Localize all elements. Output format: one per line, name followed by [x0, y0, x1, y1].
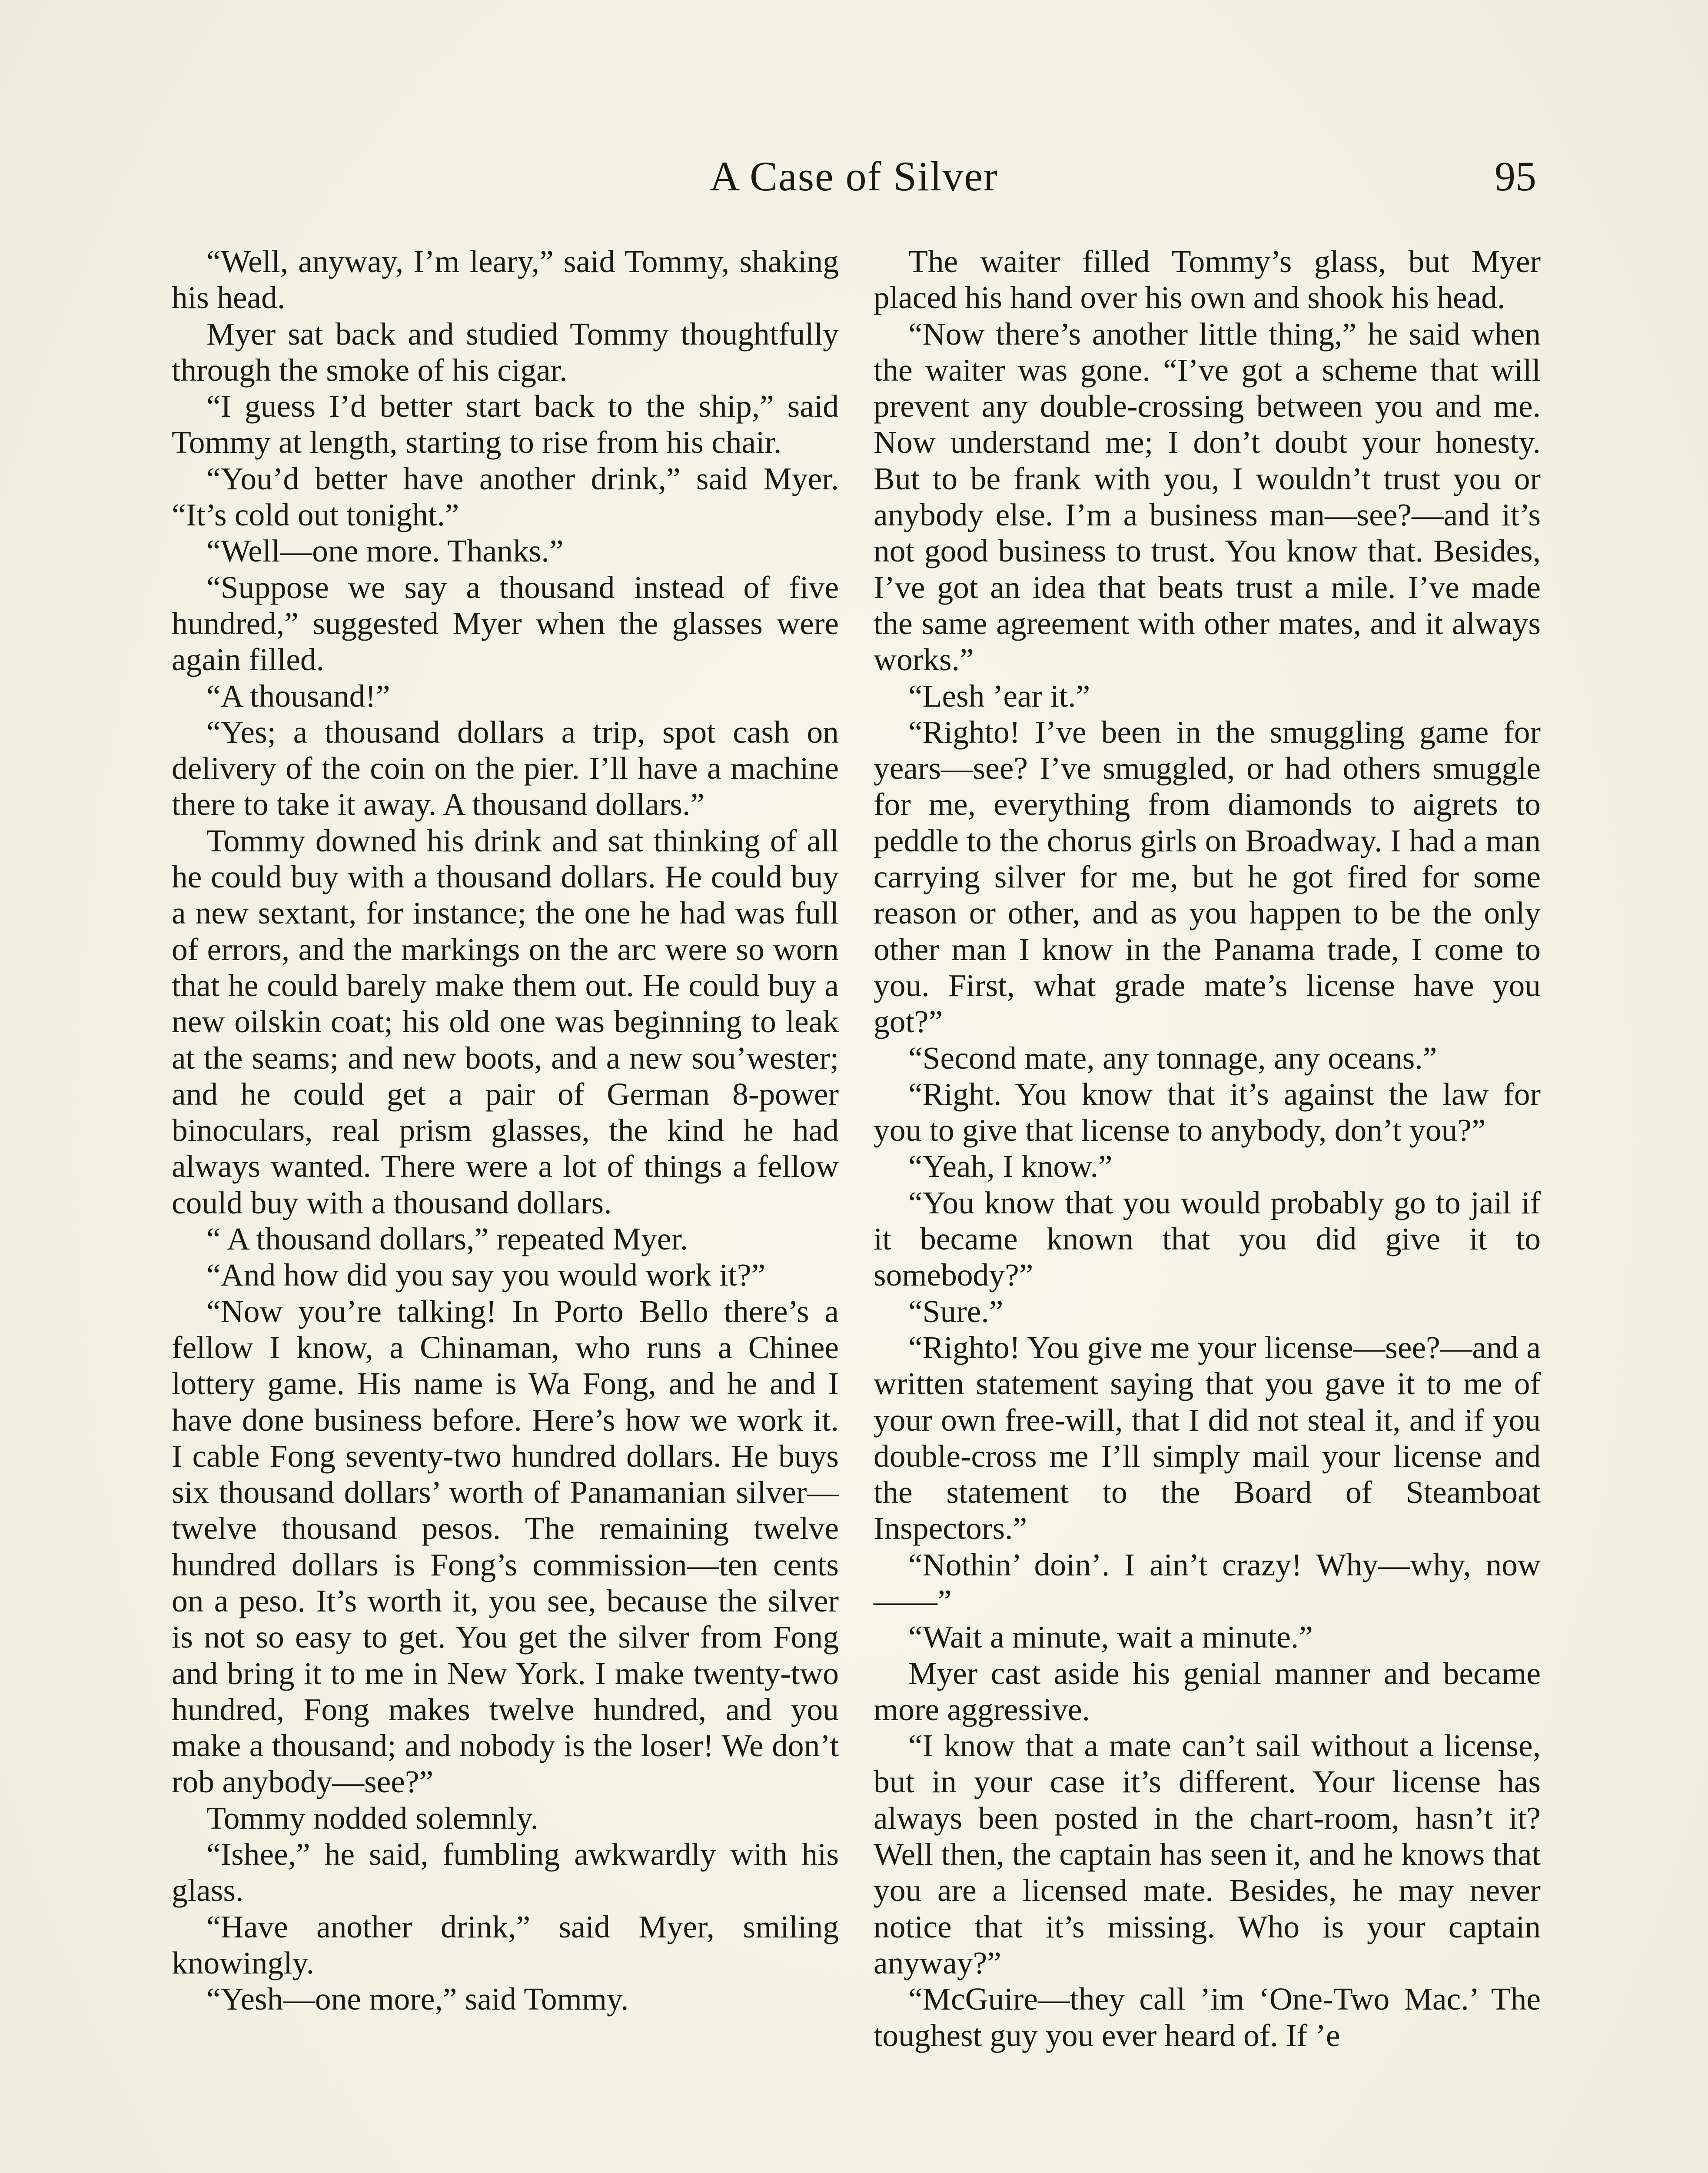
paragraph: Tommy nodded solemnly.: [206, 1800, 538, 1836]
paragraph: “Well, anyway, I’m leary,” said Tommy, shaking his head.: [172, 244, 839, 316]
paragraph: “And how did you say you would work it?”: [206, 1257, 766, 1293]
paragraph: “Lesh ’ear it.”: [908, 678, 1090, 714]
paragraph: The waiter filled Tommy’s glass, but Myer placed his hand over his own and shook his head.: [874, 244, 1541, 316]
paragraph: “A thousand!”: [206, 678, 390, 714]
running-head: [172, 143, 1536, 209]
paragraph: “Well—one more. Thanks.”: [206, 533, 564, 569]
paragraph: “McGuire—they call ’im ‘One-Two Mac.’ The toughest guy you ever heard of. If ’e: [874, 1981, 1541, 2053]
paragraph: “Yeah, I know.”: [908, 1149, 1113, 1184]
paragraph: “Nothin’ doin’. I ain’t crazy! Why—why, now——”: [874, 1547, 1541, 1618]
paragraph: “Second mate, any tonnage, any oceans.”: [908, 1040, 1437, 1076]
paragraph: “You know that you would probably go to jail if it became known that you did give it to somebody?”: [874, 1185, 1541, 1293]
paragraph: “Now you’re talking! In Porto Bello there’s a fellow I know, a Chinaman, who runs a Chinee lottery game. His name is Wa Fong, and he and I have done business before. Here’s how we work it. I cable Fong seventy-two hundred dollars. He buys six thousand dollars’ worth of Panamanian silver—twelve thousand pesos. The remaining twelve hundred dollars is Fong’s commission—ten cents on a peso. It’s worth it, you see, because the silver is not so easy to get. You get the silver from Fong and bring it to me in New York. I make twenty-two hundred, Fong makes twelve hundred, and you make a thousand; and nobody is the loser! We don’t rob anybody—see?”: [172, 1293, 839, 1800]
paragraph: Tommy downed his drink and sat thinking of all he could buy with a thousand dollars. He could buy a new sextant, for instance; the one he had was full of errors, and the markings on the arc were so worn that he could barely make them out. He could buy a new oilskin coat; his old one was beginning to leak at the seams; and new boots, and a new sou’wester; and he could get a pair of German 8-power binoculars, real prism glasses, the kind he had always wanted. There were a lot of things a fellow could buy with a thousand dollars.: [172, 823, 839, 1220]
text-column-right: [874, 243, 1541, 2053]
paragraph: “Righto! I’ve been in the smuggling game for years—see? I’ve smuggled, or had others smuggle for me, everything from diamonds to aigrets to peddle to the chorus girls on Broadway. I had a man carrying silver for me, but he got fired for some reason or other, and as you happen to be the only other man I know in the Panama trade, I come to you. First, what grade mate’s license have you got?”: [874, 714, 1541, 1040]
paragraph: “Yes; a thousand dollars a trip, spot cash on delivery of the coin on the pier. I’ll have a machine there to take it away. A thousand dollars.”: [172, 714, 839, 822]
paragraph: Myer cast aside his genial manner and became more aggressive.: [874, 1655, 1541, 1727]
paragraph: “Have another drink,” said Myer, smiling knowingly.: [172, 1909, 839, 1980]
paragraph: “Right. You know that it’s against the law for you to give that license to anybody, don’t you?”: [874, 1076, 1541, 1148]
paragraph: “I guess I’d better start back to the ship,” said Tommy at length, starting to rise from his chair.: [172, 389, 839, 460]
paragraph: “Yesh—one more,” said Tommy.: [206, 1981, 629, 2017]
paragraph: “Righto! You give me your license—see?—and a written statement saying that you gave it to me of your own free-will, that I did not steal it, and if you double-cross me I’ll simply mail your license and the statement to the Board of Steamboat Inspectors.”: [874, 1329, 1541, 1546]
paragraph: “Wait a minute, wait a minute.”: [908, 1619, 1313, 1655]
paragraph: “ A thousand dollars,” repeated Myer.: [206, 1221, 688, 1257]
paragraph: “Sure.”: [908, 1293, 1004, 1329]
paragraph: “Now there’s another little thing,” he said when the waiter was gone. “I’ve got a scheme that will prevent any double-crossing between you and me. Now understand me; I don’t doubt your honesty. But to be frank with you, I wouldn’t trust you or anybody else. I’m a business man—see?—and it’s not good business to trust. You know that. Besides, I’ve got an idea that beats trust a mile. I’ve made the same agreement with other mates, and it always works.”: [874, 316, 1541, 678]
page-number: 95: [1495, 153, 1536, 199]
paragraph: “Suppose we say a thousand instead of five hundred,” suggested Myer when the glasses were again filled.: [172, 569, 839, 678]
paragraph: “You’d better have another drink,” said Myer. “It’s cold out tonight.”: [172, 461, 839, 533]
paragraph: “Ishee,” he said, fumbling awkwardly with his glass.: [172, 1837, 839, 1908]
paragraph: “I know that a mate can’t sail without a license, but in your case it’s different. Your license has always been posted in the chart-room, hasn’t it? Well then, the captain has seen it, and he knows that you are a licensed mate. Besides, he may never notice that it’s missing. Who is your captain anyway?”: [874, 1728, 1541, 1980]
page-title: A Case of Silver: [710, 153, 998, 199]
paragraph: Myer sat back and studied Tommy thoughtfully through the smoke of his cigar.: [172, 316, 839, 388]
text-column-left: [172, 243, 839, 2017]
